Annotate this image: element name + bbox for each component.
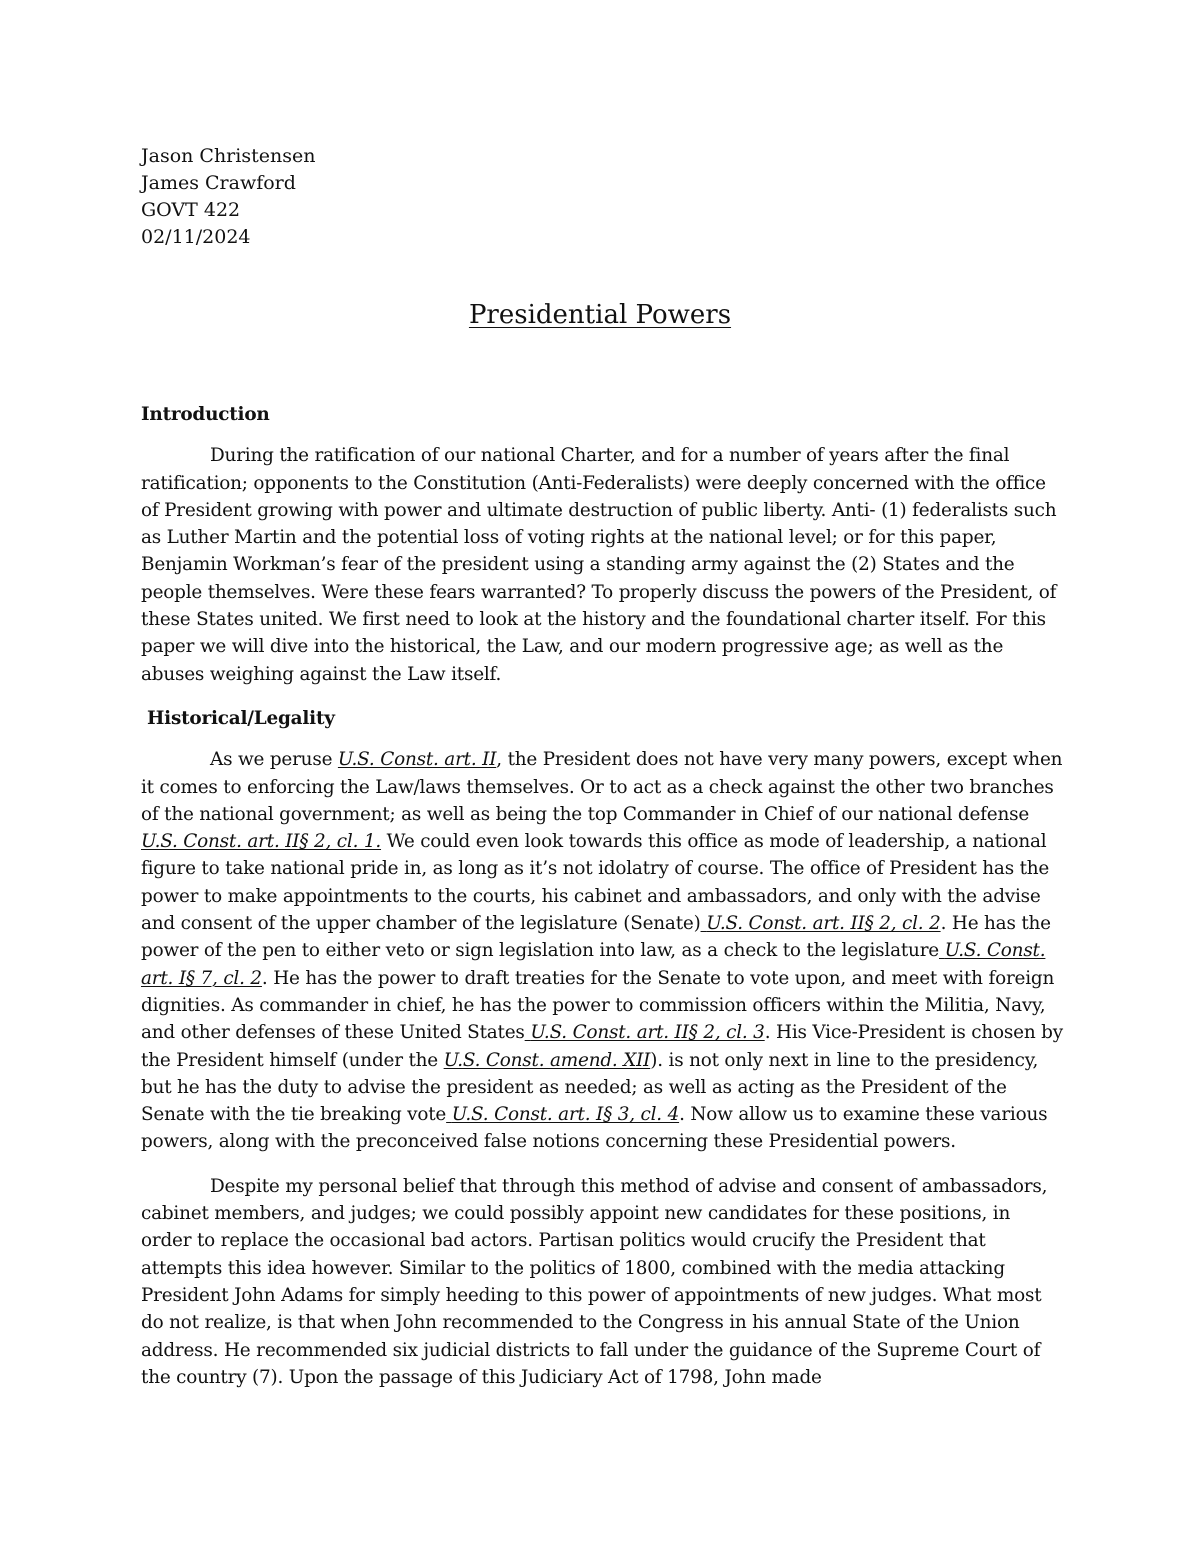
historical-paragraph-2: Despite my personal belief that through this method of advise and consent of ambassadors, cabinet members, and judges; we could possibly appoint new candidates for these positions, in order to replace the occasional bad actors. Partisan politics would crucify the President that attempts this idea however. Similar to the politics of 1800, combined with the media attacking President John Adams for simply heeding to this power of appointments of new judges. What most do not realize, is that when John recommended to the Congress in his annual State of the Union address. He recommended six judicial districts to fall under the guidance of the Supreme Court of the country (7). Upon the passage of this Judiciary Act of 1798, John made [141,1175,1048,1388]
historical-paragraph-1 [141,746,1066,1155]
course-code: GOVT 422 [141,199,241,221]
instructor-name: James Crawford [141,172,296,194]
citation-art-i-7-2: U.S. Const. art. I§ 7, cl. 2 [141,940,1046,989]
paragraph-text: We could even look towards this office as mode of leadership, a national figure to take national pride in, as long as it’s not idolatry of course. The office of President has the power to make appointments to the courts, his cabinet and ambassadors, and only with the advise and consent of the upper chamber of the legislature (Senate) [141,831,1050,935]
citation-amend-xii: U.S. Const. amend. XII [443,1049,651,1071]
paragraph-text: As we peruse [210,749,338,771]
paragraph-text: . He has the power of the pen to either veto or sign legislation into law, as a check to the legislature [141,913,1051,962]
paragraph-text: , the President does not have very many powers, except when it comes to enforcing the Law/laws themselves. Or to act as a check against the other two branches of the national government; as well as being the top Commander in Chief of our national defense [141,749,1063,825]
paragraph-text: . He has the power to draft treaties for the Senate to vote upon, and meet with foreign dignities. As commander in chief, he has the power to commission officers within the Militia, Navy, and other defenses of these United States [141,967,1055,1044]
citation-art-i-3-4: U.S. Const. art. I§ 3, cl. 4 [451,1104,680,1126]
introduction-paragraph: During the ratification of our national Charter, and for a number of years after the final ratification; opponents to the Constitution (Anti-Federalists) were deeply concerned with the office of President growing with power and ultimate destruction of public liberty. Anti- (1) federalists such as Luther Martin and the potential loss of voting rights at the national level; or for this paper, Benjamin Workman’s fear of the president using a standing army against the (2) States and the people themselves. Were these fears warranted? To properly discuss the powers of the President, of these States united. We first need to look at the history and the foundational charter itself. For this paper we will dive into the historical, the Law, and our modern progressive age; as well as the abuses weighing against the Law itself. [141,445,1057,685]
citation-art-ii-2-3: U.S. Const. art. II§ 2, cl. 3 [530,1022,765,1044]
document-body [141,401,1066,1408]
page-title: Presidential Powers [468,300,732,330]
paragraph-text: ). is not only next in line to the presidency, but he has the duty to advise the president as needed; as well as acting as the President of the Senate with the tie breaking vote [141,1049,1039,1126]
citation-art-ii-2-1: U.S. Const. art. II§ 2, cl. 1. [141,831,382,853]
submission-date: 02/11/2024 [141,226,251,248]
paragraph-text: . His Vice-President is chosen by the President himself (under the [141,1022,1063,1071]
section-heading-introduction: Introduction [141,404,270,425]
section-heading-historical: Historical/Legality [147,707,335,729]
paragraph-text: . Now allow us to examine these various powers, along with the preconceived false notions concerning these Presidential powers. [141,1104,1048,1153]
author-header [141,143,315,251]
citation-art-ii: U.S. Const. art. II [337,749,497,771]
student-name: Jason Christensen [141,145,316,167]
citation-art-ii-2-2: U.S. Const. art. II§ 2, cl. 2 [706,913,941,935]
